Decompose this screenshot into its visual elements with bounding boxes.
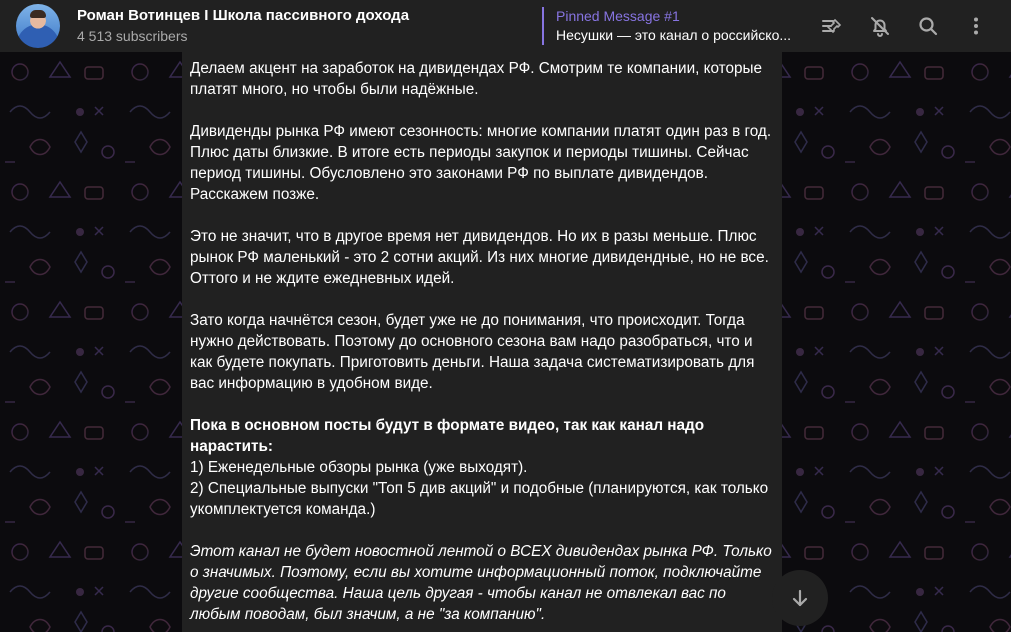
search-icon <box>916 14 940 38</box>
pinned-message-title: Pinned Message #1 <box>556 8 680 24</box>
message-list-item: 2) Специальные выпуски "Топ 5 див акций" и подобные (планируются, как только укомплектуется команда.) <box>190 480 769 518</box>
message-list-block <box>190 415 774 520</box>
message-bold-heading: Пока в основном посты будут в формате видео, так как канал надо нарастить: <box>190 417 705 455</box>
mute-button[interactable] <box>860 6 900 46</box>
chat-header <box>0 0 1011 52</box>
message-paragraph: Зато когда начнётся сезон, будет уже не до понимания, что происходит. Тогда нужно действовать. Поэтому до основного сезона вам надо разобраться, что и как будете покупать. Приготовить деньги. Наша задача систематизировать для вас информацию в удобном виде. <box>190 312 755 392</box>
mute-bell-icon <box>868 14 892 38</box>
message-bubble[interactable] <box>182 52 782 632</box>
more-options-button[interactable] <box>956 6 996 46</box>
avatar-hair <box>30 10 46 18</box>
more-vertical-icon <box>964 14 988 38</box>
channel-title[interactable]: Роман Вотинцев I Школа пассивного дохода <box>77 7 410 24</box>
pinned-message-bar[interactable] <box>542 7 792 45</box>
channel-avatar[interactable] <box>16 4 60 48</box>
message-paragraph: Это не значит, что в другое время нет дивидендов. Но их в разы меньше. Плюс рынок РФ маленький - это 2 сотни акций. Из них многие дивидендные, но не все. Оттого и не ждите ежедневных идей. <box>190 228 769 287</box>
message-italic-paragraph: Этот канал не будет новостной лентой о ВСЕХ дивидендах рынка РФ. Только о значимых. Поэтому, если вы хотите информационный поток, подключайте другие сообщества. Наша цель другая - чтобы канал не отвлекал вас по любым поводам, был значим, а не "за компанию". <box>190 543 772 623</box>
pinned-list-icon <box>820 14 844 38</box>
search-button[interactable] <box>908 6 948 46</box>
message-list-item: 1) Еженедельные обзоры рынка (уже выходят). <box>190 459 528 476</box>
pinned-message-preview: Несушки — это канал о российско... <box>556 27 792 43</box>
pinned-list-button[interactable] <box>812 6 852 46</box>
scroll-to-bottom-button[interactable] <box>772 570 828 626</box>
message-paragraph: Делаем акцент на заработок на дивидендах РФ. Смотрим те компании, которые платят много, но чтобы были надёжные. <box>190 60 762 98</box>
subscriber-count: 4 513 subscribers <box>77 28 188 44</box>
arrow-down-icon <box>788 586 812 610</box>
message-paragraph: Дивиденды рынка РФ имеют сезонность: многие компании платят один раз в год. Плюс даты близкие. В итоге есть периоды закупок и периоды тишины. Сейчас период тишины. Обусловлено это законами РФ по выплате дивидендов. Расскажем позже. <box>190 123 772 203</box>
